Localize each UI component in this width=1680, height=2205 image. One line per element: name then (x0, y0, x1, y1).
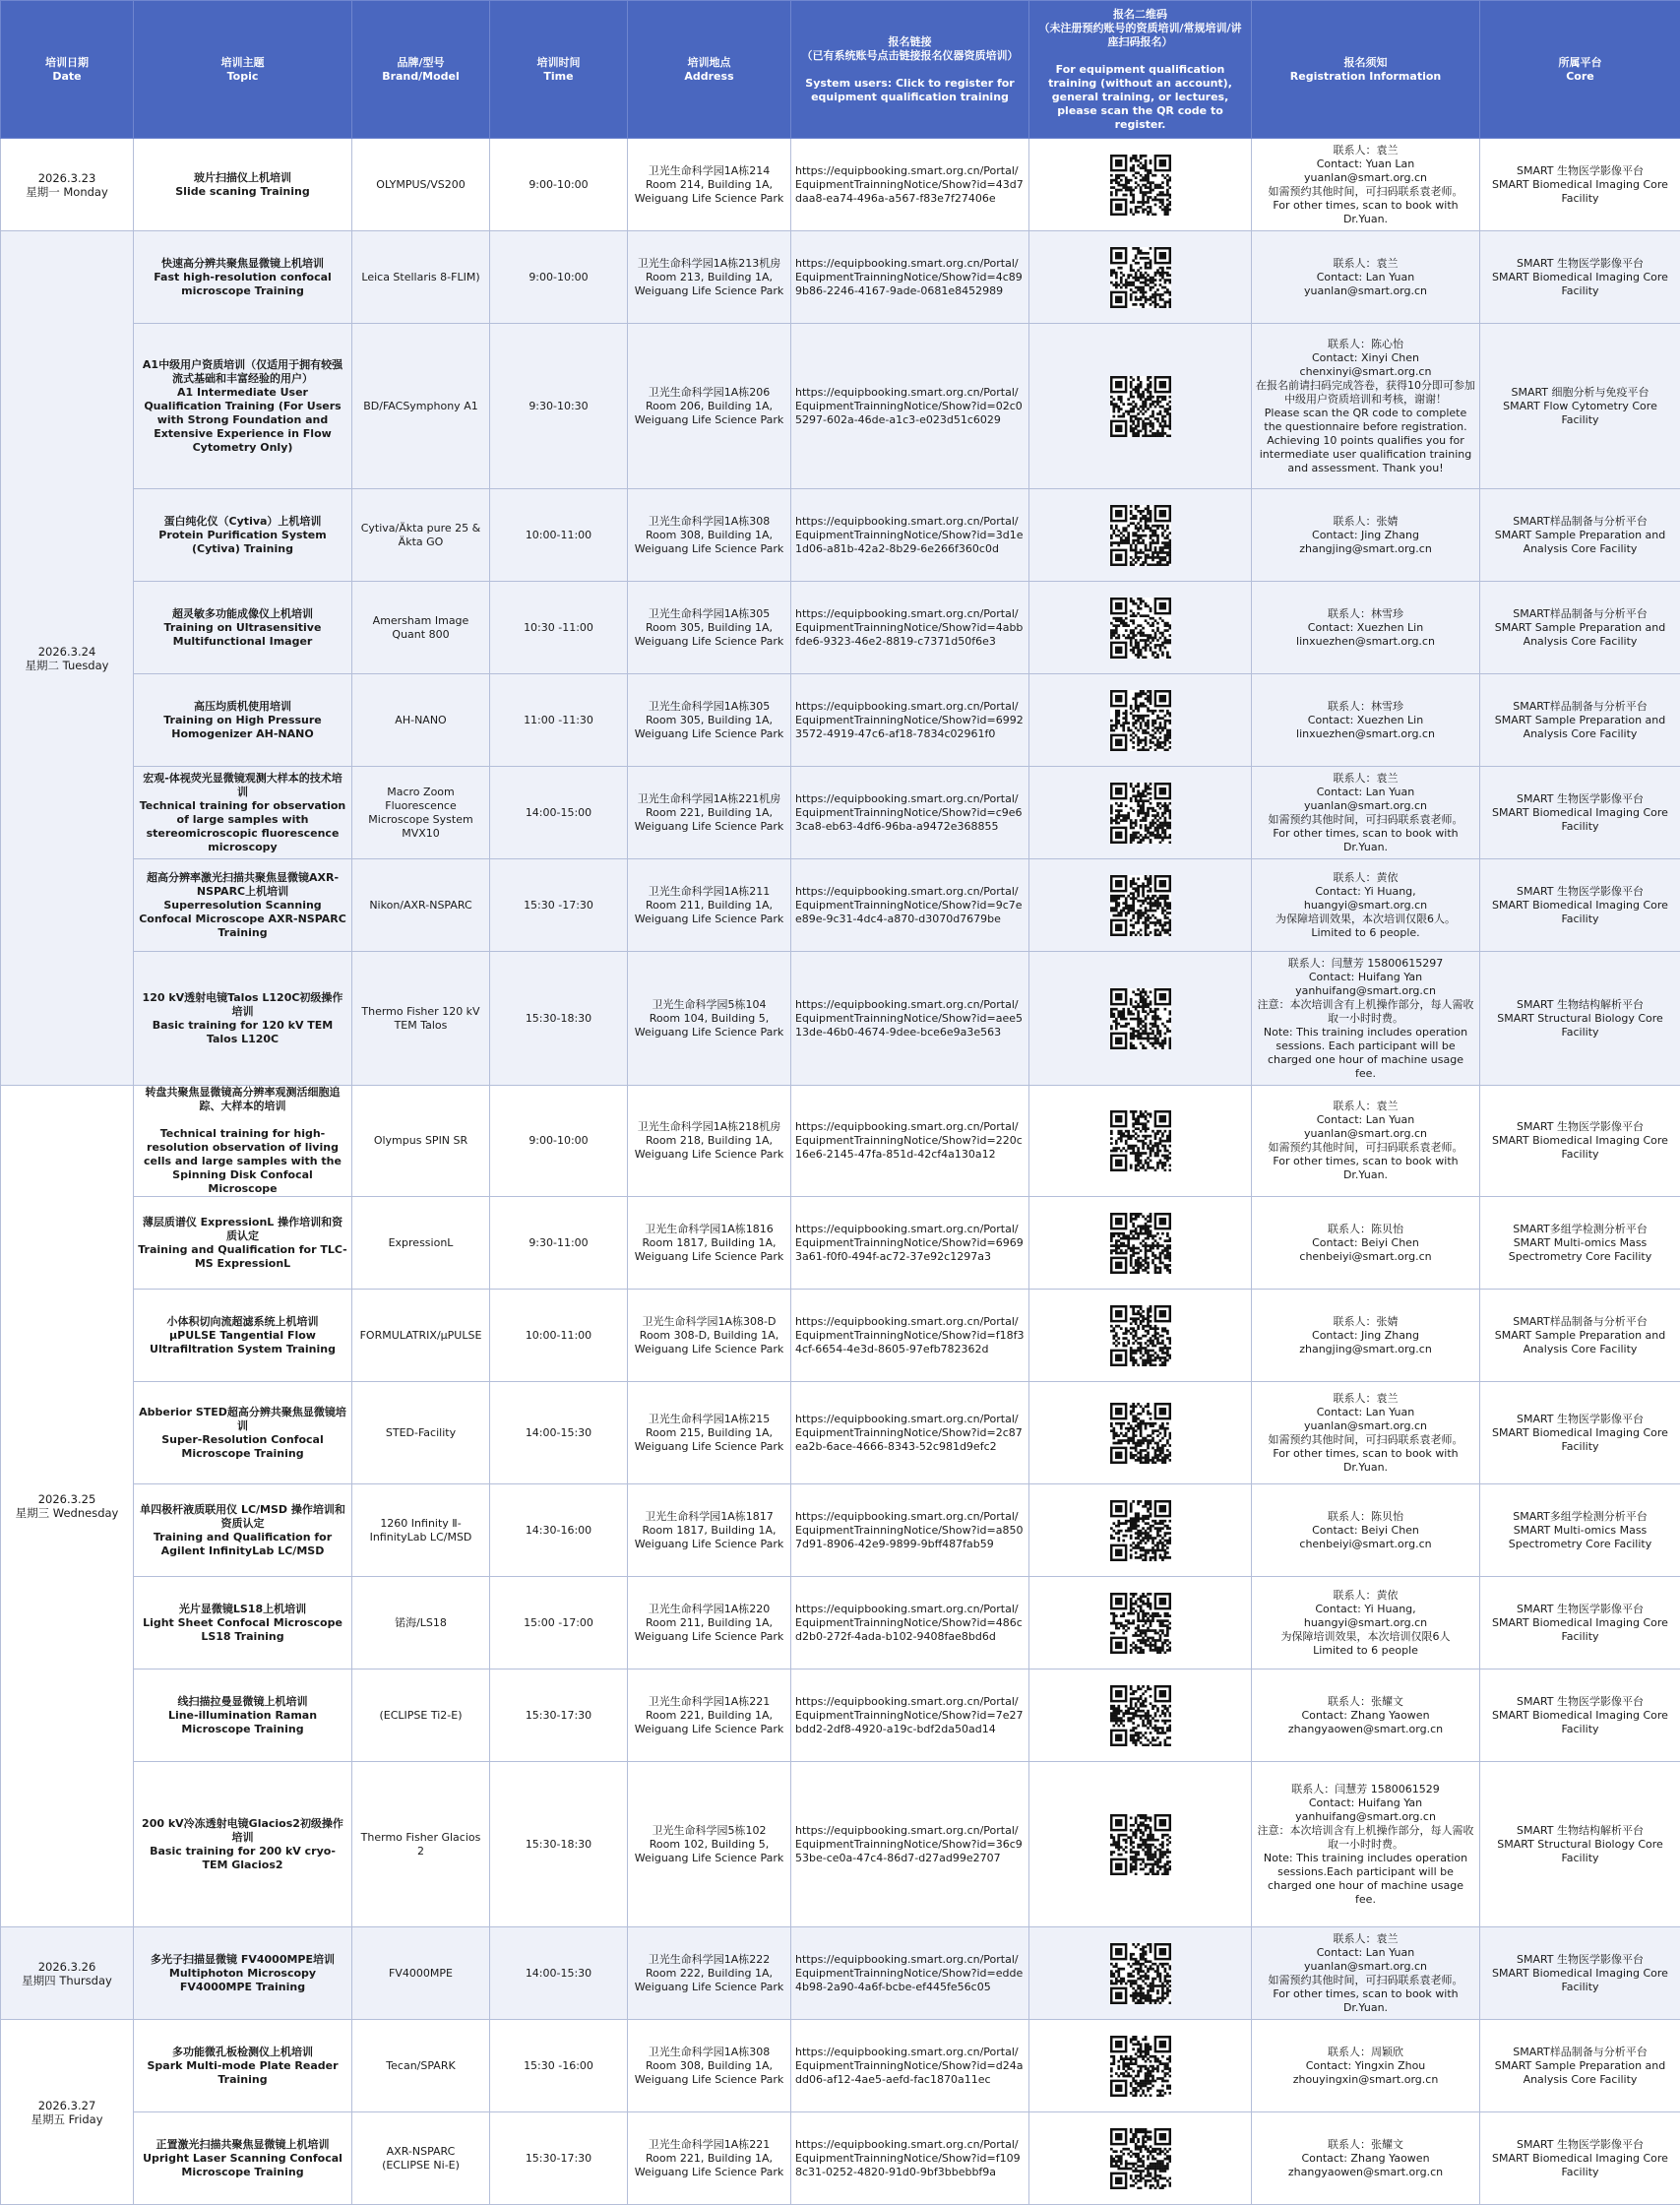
schedule-body (1, 139, 1680, 2205)
core-cell: SMART 生物医学影像平台 SMART Biomedical Imaging Core Facility (1480, 139, 1680, 231)
time-cell: 15:00 -17:00 (490, 1577, 628, 1670)
time-cell: 9:00-10:00 (490, 231, 628, 324)
qr-code-icon[interactable] (1110, 1593, 1171, 1654)
header-time: 培训时间 Time (490, 1, 628, 139)
registration-link[interactable]: https://equipbooking.smart.org.cn/Portal/EquipmentTrainningNotice/Show?id=69923572-4919-47c6-af18-7834c02961f0 (791, 674, 1029, 767)
brand-cell: AXR-NSPARC (ECLIPSE Ni-E) (352, 2112, 490, 2205)
registration-info-cell: 联系人：闫慧芳 15800615297 Contact: Huifang Yan yanhuifang@smart.org.cn 注意：本次培训含有上机操作部分，每人需收取一小时时费。 Note: This training includes operation sessions. Each participant will be charged one hour of machine usage fee. (1252, 952, 1480, 1086)
time-cell: 14:00-15:30 (490, 1382, 628, 1484)
registration-info-cell: 联系人：陈贝怡 Contact: Beiyi Chen chenbeiyi@smart.org.cn (1252, 1484, 1480, 1577)
time-cell: 14:00-15:30 (490, 1927, 628, 2020)
registration-link[interactable]: https://equipbooking.smart.org.cn/Portal/EquipmentTrainningNotice/Show?id=a8507d91-8906-42e9-9899-9bff487fab59 (791, 1484, 1029, 1577)
topic-cell: Abberior STED超高分辨共聚焦显微镜培训 Super-Resolution Confocal Microscope Training (134, 1382, 352, 1484)
qr-cell (1029, 1670, 1252, 1762)
topic-cell: 光片显微镜LS18上机培训 Light Sheet Confocal Microscope LS18 Training (134, 1577, 352, 1670)
table-row (1, 1577, 1680, 1670)
qr-cell (1029, 1484, 1252, 1577)
registration-link[interactable]: https://equipbooking.smart.org.cn/Portal/EquipmentTrainningNotice/Show?id=43d7daa8-ea74-496a-a567-f83e7f27406e (791, 139, 1029, 231)
brand-cell: AH-NANO (352, 674, 490, 767)
topic-cell: 多光子扫描显微镜 FV4000MPE培训 Multiphoton Microscopy FV4000MPE Training (134, 1927, 352, 2020)
topic-cell: 宏观-体视荧光显微镜观测大样本的技术培训 Technical training for observation of large samples with stereomicroscopic fluorescence microscopy (134, 767, 352, 859)
qr-cell (1029, 231, 1252, 324)
time-cell: 15:30-17:30 (490, 2112, 628, 2205)
time-cell: 9:00-10:00 (490, 1086, 628, 1197)
address-cell: 卫光生命科学园1A栋305 Room 305, Building 1A, Weiguang Life Science Park (628, 582, 791, 674)
address-cell: 卫光生命科学园1A栋206 Room 206, Building 1A, Weiguang Life Science Park (628, 324, 791, 489)
brand-cell: OLYMPUS/VS200 (352, 139, 490, 231)
header-address: 培训地点 Address (628, 1, 791, 139)
qr-cell (1029, 1577, 1252, 1670)
table-row (1, 2112, 1680, 2205)
brand-cell: Leica Stellaris 8-FLIM) (352, 231, 490, 324)
date-cell: 2026.3.25 星期三 Wednesday (1, 1086, 134, 1927)
qr-cell (1029, 1762, 1252, 1927)
address-cell: 卫光生命科学园1A栋1817 Room 1817, Building 1A, Weiguang Life Science Park (628, 1484, 791, 1577)
qr-code-icon[interactable] (1110, 988, 1171, 1049)
qr-cell (1029, 1382, 1252, 1484)
table-row (1, 324, 1680, 489)
qr-code-icon[interactable] (1110, 2128, 1171, 2189)
address-cell: 卫光生命科学园1A栋213机房 Room 213, Building 1A, Weiguang Life Science Park (628, 231, 791, 324)
registration-info-cell: 联系人：黄依 Contact: Yi Huang, huangyi@smart.org.cn 为保障培训效果，本次培训仅限6人 Limited to 6 people (1252, 1577, 1480, 1670)
table-row (1, 1382, 1680, 1484)
qr-code-icon[interactable] (1110, 875, 1171, 936)
table-row (1, 1197, 1680, 1290)
qr-cell (1029, 767, 1252, 859)
topic-cell: 转盘共聚焦显微镜高分辨率观测活细胞追踪、大样本的培训 Technical training for high-resolution observation of living cells and large samples with the Spinning Disk Confocal Microscope (134, 1086, 352, 1197)
core-cell: SMART 生物医学影像平台 SMART Biomedical Imaging Core Facility (1480, 1382, 1680, 1484)
registration-link[interactable]: https://equipbooking.smart.org.cn/Portal/EquipmentTrainningNotice/Show?id=edde4b98-2a90-4a6f-bcbe-ef445fe56c05 (791, 1927, 1029, 2020)
table-row (1, 582, 1680, 674)
qr-code-icon[interactable] (1110, 690, 1171, 751)
table-row (1, 1290, 1680, 1382)
table-row (1, 489, 1680, 582)
registration-link[interactable]: https://equipbooking.smart.org.cn/Portal/EquipmentTrainningNotice/Show?id=69693a61-f0f0-494f-ac72-37e92c1297a3 (791, 1197, 1029, 1290)
core-cell: SMART 生物医学影像平台 SMART Biomedical Imaging Core Facility (1480, 1927, 1680, 2020)
registration-link[interactable]: https://equipbooking.smart.org.cn/Portal/EquipmentTrainningNotice/Show?id=7e27bdd2-2df8-4920-a19c-bdf2da50ad14 (791, 1670, 1029, 1762)
topic-cell: 超灵敏多功能成像仪上机培训 Training on Ultrasensitive Multifunctional Imager (134, 582, 352, 674)
registration-info-cell: 联系人：袁兰 Contact: Lan Yuan yuanlan@smart.org.cn 如需预约其他时间，可扫码联系袁老师。 For other times, scan to book with Dr.Yuan. (1252, 767, 1480, 859)
header-row (1, 1, 1680, 139)
qr-code-icon[interactable] (1110, 1213, 1171, 1274)
time-cell: 9:00-10:00 (490, 139, 628, 231)
qr-code-icon[interactable] (1110, 1403, 1171, 1464)
registration-info-cell: 联系人：闫慧芳 1580061529 Contact: Huifang Yan yanhuifang@smart.org.cn 注意：本次培训含有上机操作部分，每人需收取一小时时费。 Note: This training includes operation sessions.Each participant will be charged one hour of machine usage fee. (1252, 1762, 1480, 1927)
core-cell: SMART 生物医学影像平台 SMART Biomedical Imaging Core Facility (1480, 1577, 1680, 1670)
topic-cell: 玻片扫描仪上机培训 Slide scaning Training (134, 139, 352, 231)
address-cell: 卫光生命科学园5栋104 Room 104, Building 5, Weiguang Life Science Park (628, 952, 791, 1086)
time-cell: 10:00-11:00 (490, 489, 628, 582)
core-cell: SMART 生物医学影像平台 SMART Biomedical Imaging Core Facility (1480, 767, 1680, 859)
registration-info-cell: 联系人：林雪珍 Contact: Xuezhen Lin linxuezhen@smart.org.cn (1252, 582, 1480, 674)
time-cell: 9:30-11:00 (490, 1197, 628, 1290)
table-row (1, 231, 1680, 324)
qr-cell (1029, 952, 1252, 1086)
address-cell: 卫光生命科学园1A栋214 Room 214, Building 1A, Weiguang Life Science Park (628, 139, 791, 231)
address-cell: 卫光生命科学园1A栋1816 Room 1817, Building 1A, Weiguang Life Science Park (628, 1197, 791, 1290)
header-qr: 报名二维码 （未注册预约账号的资质培训/常规培训/讲座扫码报名） For equipment qualification training (without an account), general training, or lectures, please scan the QR code to register. (1029, 1, 1252, 139)
qr-cell (1029, 324, 1252, 489)
qr-code-icon[interactable] (1110, 1110, 1171, 1171)
table-row (1, 767, 1680, 859)
core-cell: SMART 生物医学影像平台 SMART Biomedical Imaging Core Facility (1480, 1086, 1680, 1197)
brand-cell: Macro Zoom Fluorescence Microscope System MVX10 (352, 767, 490, 859)
registration-link[interactable]: https://equipbooking.smart.org.cn/Portal/EquipmentTrainningNotice/Show?id=9c7ee89e-9c31-4dc4-a870-d3070d7679be (791, 859, 1029, 952)
time-cell: 15:30-18:30 (490, 952, 628, 1086)
topic-cell: 高压均质机使用培训 Training on High Pressure Homogenizer AH-NANO (134, 674, 352, 767)
registration-info-cell: 联系人：张耀文 Contact: Zhang Yaowen zhangyaowen@smart.org.cn (1252, 1670, 1480, 1762)
qr-cell (1029, 1290, 1252, 1382)
registration-info-cell: 联系人：陈心怡 Contact: Xinyi Chen chenxinyi@smart.org.cn 在报名前请扫码完成答卷，获得10分即可参加中级用户资质培训和考核，谢谢！ Please scan the QR code to complete the questionnaire before registration. Achieving 10 points qualifies you for intermediate user qualification training and assessment. Thank you! (1252, 324, 1480, 489)
qr-cell (1029, 2112, 1252, 2205)
registration-info-cell: 联系人：张婧 Contact: Jing Zhang zhangjing@smart.org.cn (1252, 489, 1480, 582)
address-cell: 卫光生命科学园1A栋211 Room 211, Building 1A, Weiguang Life Science Park (628, 859, 791, 952)
registration-info-cell: 联系人：黄依 Contact: Yi Huang, huangyi@smart.org.cn 为保障培训效果，本次培训仅限6人。 Limited to 6 people. (1252, 859, 1480, 952)
brand-cell: Olympus SPIN SR (352, 1086, 490, 1197)
brand-cell: BD/FACSymphony A1 (352, 324, 490, 489)
core-cell: SMART多组学检测分析平台 SMART Multi-omics Mass Spectrometry Core Facility (1480, 1197, 1680, 1290)
qr-cell (1029, 859, 1252, 952)
qr-cell (1029, 674, 1252, 767)
registration-link[interactable]: https://equipbooking.smart.org.cn/Portal/EquipmentTrainningNotice/Show?id=4c899b86-2246-4167-9ade-0681e8452989 (791, 231, 1029, 324)
topic-cell: 多功能微孔板检测仪上机培训 Spark Multi-mode Plate Reader Training (134, 2020, 352, 2112)
address-cell: 卫光生命科学园1A栋215 Room 215, Building 1A, Weiguang Life Science Park (628, 1382, 791, 1484)
address-cell: 卫光生命科学园1A栋308 Room 308, Building 1A, Weiguang Life Science Park (628, 2020, 791, 2112)
header-topic: 培训主题 Topic (134, 1, 352, 139)
core-cell: SMART多组学检测分析平台 SMART Multi-omics Mass Spectrometry Core Facility (1480, 1484, 1680, 1577)
table-row (1, 2020, 1680, 2112)
address-cell: 卫光生命科学园1A栋305 Room 305, Building 1A, Weiguang Life Science Park (628, 674, 791, 767)
header-link: 报名链接 （已有系统账号点击链接报名仪器资质培训） System users: Click to register for equipment qualification training (791, 1, 1029, 139)
brand-cell: (ECLIPSE Ti2-E) (352, 1670, 490, 1762)
core-cell: SMART 生物医学影像平台 SMART Biomedical Imaging Core Facility (1480, 2112, 1680, 2205)
time-cell: 15:30-17:30 (490, 1670, 628, 1762)
topic-cell: 超高分辨率激光扫描共聚焦显微镜AXR-NSPARC上机培训 Superresolution Scanning Confocal Microscope AXR-NSPARC Training (134, 859, 352, 952)
date-cell: 2026.3.24 星期二 Tuesday (1, 231, 134, 1086)
registration-link[interactable]: https://equipbooking.smart.org.cn/Portal/EquipmentTrainningNotice/Show?id=f1098c31-0252-4820-91d0-9bf3bbebbf9a (791, 2112, 1029, 2205)
table-row (1, 1086, 1680, 1197)
registration-link[interactable]: https://equipbooking.smart.org.cn/Portal/EquipmentTrainningNotice/Show?id=220c16e6-2145-47fa-851d-42cf4a130a12 (791, 1086, 1029, 1197)
topic-cell: 120 kV透射电镜Talos L120C初级操作培训 Basic training for 120 kV TEM Talos L120C (134, 952, 352, 1086)
address-cell: 卫光生命科学园5栋102 Room 102, Building 5, Weiguang Life Science Park (628, 1762, 791, 1927)
table-row (1, 1927, 1680, 2020)
time-cell: 14:30-16:00 (490, 1484, 628, 1577)
topic-cell: 薄层质谱仪 ExpressionL 操作培训和资质认定 Training and Qualification for TLC-MS ExpressionL (134, 1197, 352, 1290)
topic-cell: 线扫描拉曼显微镜上机培训 Line-illumination Raman Microscope Training (134, 1670, 352, 1762)
table-row (1, 674, 1680, 767)
qr-code-icon[interactable] (1110, 505, 1171, 566)
registration-info-cell: 联系人：袁兰 Contact: Lan Yuan yuanlan@smart.org.cn (1252, 231, 1480, 324)
table-row (1, 952, 1680, 1086)
topic-cell: 蛋白纯化仪（Cytiva）上机培训 Protein Purification System (Cytiva) Training (134, 489, 352, 582)
date-cell: 2026.3.23 星期一 Monday (1, 139, 134, 231)
core-cell: SMART样品制备与分析平台 SMART Sample Preparation and Analysis Core Facility (1480, 674, 1680, 767)
registration-info-cell: 联系人：林雪珍 Contact: Xuezhen Lin linxuezhen@smart.org.cn (1252, 674, 1480, 767)
brand-cell: 锘海/LS18 (352, 1577, 490, 1670)
qr-code-icon[interactable] (1110, 247, 1171, 308)
qr-code-icon[interactable] (1110, 1814, 1171, 1875)
registration-link[interactable]: https://equipbooking.smart.org.cn/Portal/EquipmentTrainningNotice/Show?id=2c87ea2b-6ace-4666-8343-52c981d9efc2 (791, 1382, 1029, 1484)
core-cell: SMART样品制备与分析平台 SMART Sample Preparation and Analysis Core Facility (1480, 582, 1680, 674)
qr-code-icon[interactable] (1110, 1943, 1171, 2004)
qr-code-icon[interactable] (1110, 1685, 1171, 1746)
address-cell: 卫光生命科学园1A栋308-D Room 308-D, Building 1A, Weiguang Life Science Park (628, 1290, 791, 1382)
time-cell: 14:00-15:00 (490, 767, 628, 859)
core-cell: SMART 生物医学影像平台 SMART Biomedical Imaging Core Facility (1480, 231, 1680, 324)
address-cell: 卫光生命科学园1A栋218机房 Room 218, Building 1A, Weiguang Life Science Park (628, 1086, 791, 1197)
brand-cell: Tecan/SPARK (352, 2020, 490, 2112)
registration-info-cell: 联系人：袁兰 Contact: Lan Yuan yuanlan@smart.org.cn 如需预约其他时间，可扫码联系袁老师。 For other times, scan to book with Dr.Yuan. (1252, 1086, 1480, 1197)
core-cell: SMART样品制备与分析平台 SMART Sample Preparation and Analysis Core Facility (1480, 1290, 1680, 1382)
address-cell: 卫光生命科学园1A栋221 Room 221, Building 1A, Weiguang Life Science Park (628, 2112, 791, 2205)
qr-code-icon[interactable] (1110, 598, 1171, 659)
address-cell: 卫光生命科学园1A栋308 Room 308, Building 1A, Weiguang Life Science Park (628, 489, 791, 582)
registration-info-cell: 联系人：袁兰 Contact: Lan Yuan yuanlan@smart.org.cn 如需预约其他时间，可扫码联系袁老师。 For other times, scan to book with Dr.Yuan. (1252, 1927, 1480, 2020)
brand-cell: Amersham Image Quant 800 (352, 582, 490, 674)
qr-cell (1029, 1086, 1252, 1197)
registration-link[interactable]: https://equipbooking.smart.org.cn/Portal/EquipmentTrainningNotice/Show?id=4abbfde6-9323-46e2-8819-c7371d50f6e3 (791, 582, 1029, 674)
qr-code-icon[interactable] (1110, 783, 1171, 844)
date-cell: 2026.3.27 星期五 Friday (1, 2020, 134, 2205)
time-cell: 9:30-10:30 (490, 324, 628, 489)
registration-info-cell: 联系人：袁兰 Contact: Lan Yuan yuanlan@smart.org.cn 如需预约其他时间，可扫码联系袁老师。 For other times, scan to book with Dr.Yuan. (1252, 1382, 1480, 1484)
core-cell: SMART 细胞分析与免疫平台 SMART Flow Cytometry Core Facility (1480, 324, 1680, 489)
core-cell: SMART 生物医学影像平台 SMART Biomedical Imaging Core Facility (1480, 1670, 1680, 1762)
registration-link[interactable]: https://equipbooking.smart.org.cn/Portal/EquipmentTrainningNotice/Show?id=3d1e1d06-a81b-42a2-8b29-6e266f360c0d (791, 489, 1029, 582)
registration-info-cell: 联系人：周颖欣 Contact: Yingxin Zhou zhouyingxin@smart.org.cn (1252, 2020, 1480, 2112)
core-cell: SMART 生物结构解析平台 SMART Structural Biology Core Facility (1480, 1762, 1680, 1927)
core-cell: SMART样品制备与分析平台 SMART Sample Preparation and Analysis Core Facility (1480, 489, 1680, 582)
time-cell: 15:30 -17:30 (490, 859, 628, 952)
brand-cell: Thermo Fisher 120 kV TEM Talos (352, 952, 490, 1086)
qr-cell (1029, 582, 1252, 674)
core-cell: SMART 生物医学影像平台 SMART Biomedical Imaging Core Facility (1480, 859, 1680, 952)
brand-cell: ExpressionL (352, 1197, 490, 1290)
brand-cell: FORMULATRIX/μPULSE (352, 1290, 490, 1382)
topic-cell: 单四极杆液质联用仪 LC/MSD 操作培训和资质认定 Training and Qualification for Agilent InfinityLab LC/MSD (134, 1484, 352, 1577)
time-cell: 10:30 -11:00 (490, 582, 628, 674)
core-cell: SMART 生物结构解析平台 SMART Structural Biology Core Facility (1480, 952, 1680, 1086)
topic-cell: 200 kV冷冻透射电镜Glacios2初级操作培训 Basic training for 200 kV cryo-TEM Glacios2 (134, 1762, 352, 1927)
registration-info-cell: 联系人：陈贝怡 Contact: Beiyi Chen chenbeiyi@smart.org.cn (1252, 1197, 1480, 1290)
table-row (1, 859, 1680, 952)
topic-cell: A1中级用户资质培训（仅适用于拥有较强流式基础和丰富经验的用户） A1 Intermediate User Qualification Training (For Users with Strong Foundation and Extensive Experience in Flow Cytometry Only) (134, 324, 352, 489)
time-cell: 10:00-11:00 (490, 1290, 628, 1382)
address-cell: 卫光生命科学园1A栋221 Room 221, Building 1A, Weiguang Life Science Park (628, 1670, 791, 1762)
qr-cell (1029, 1197, 1252, 1290)
brand-cell: Cytiva/Äkta pure 25 & Äkta GO (352, 489, 490, 582)
qr-code-icon[interactable] (1110, 376, 1171, 437)
registration-link[interactable]: https://equipbooking.smart.org.cn/Portal/EquipmentTrainningNotice/Show?id=02c05297-602a-46de-a1c3-e023d51c6029 (791, 324, 1029, 489)
address-cell: 卫光生命科学园1A栋221机房 Room 221, Building 1A, Weiguang Life Science Park (628, 767, 791, 859)
table-row (1, 139, 1680, 231)
qr-cell (1029, 2020, 1252, 2112)
brand-cell: STED-Facility (352, 1382, 490, 1484)
qr-cell (1029, 1927, 1252, 2020)
topic-cell: 快速高分辨共聚焦显微镜上机培训 Fast high-resolution confocal microscope Training (134, 231, 352, 324)
header-core: 所属平台 Core (1480, 1, 1680, 139)
qr-code-icon[interactable] (1110, 1305, 1171, 1366)
core-cell: SMART样品制备与分析平台 SMART Sample Preparation and Analysis Core Facility (1480, 2020, 1680, 2112)
topic-cell: 正置激光扫描共聚焦显微镜上机培训 Upright Laser Scanning Confocal Microscope Training (134, 2112, 352, 2205)
brand-cell: Thermo Fisher Glacios 2 (352, 1762, 490, 1927)
address-cell: 卫光生命科学园1A栋220 Room 211, Building 1A, Weiguang Life Science Park (628, 1577, 791, 1670)
registration-link[interactable]: https://equipbooking.smart.org.cn/Portal/EquipmentTrainningNotice/Show?id=36c953be-ce0a-47c4-86d7-d27ad99e2707 (791, 1762, 1029, 1927)
qr-code-icon[interactable] (1110, 155, 1171, 216)
registration-info-cell: 联系人：张耀文 Contact: Zhang Yaowen zhangyaowen@smart.org.cn (1252, 2112, 1480, 2205)
brand-cell: Nikon/AXR-NSPARC (352, 859, 490, 952)
registration-link[interactable]: https://equipbooking.smart.org.cn/Portal/EquipmentTrainningNotice/Show?id=d24add06-af12-4ae5-aefd-fac1870a11ec (791, 2020, 1029, 2112)
registration-link[interactable]: https://equipbooking.smart.org.cn/Portal/EquipmentTrainningNotice/Show?id=c9e63ca8-eb63-4df6-96ba-a9472e368855 (791, 767, 1029, 859)
qr-code-icon[interactable] (1110, 1500, 1171, 1561)
header-brand: 品牌/型号 Brand/Model (352, 1, 490, 139)
registration-link[interactable]: https://equipbooking.smart.org.cn/Portal/EquipmentTrainningNotice/Show?id=f18f34cf-6654-4e3d-8605-97efb782362d (791, 1290, 1029, 1382)
registration-info-cell: 联系人：袁兰 Contact: Yuan Lan yuanlan@smart.org.cn 如需预约其他时间，可扫码联系袁老师。 For other times, scan to book with Dr.Yuan. (1252, 139, 1480, 231)
qr-code-icon[interactable] (1110, 2036, 1171, 2097)
time-cell: 15:30-18:30 (490, 1762, 628, 1927)
time-cell: 11:00 -11:30 (490, 674, 628, 767)
header-date: 培训日期 Date (1, 1, 134, 139)
topic-cell: 小体积切向流超滤系统上机培训 μPULSE Tangential Flow Ultrafiltration System Training (134, 1290, 352, 1382)
address-cell: 卫光生命科学园1A栋222 Room 222, Building 1A, Weiguang Life Science Park (628, 1927, 791, 2020)
table-row (1, 1670, 1680, 1762)
table-row (1, 1484, 1680, 1577)
registration-link[interactable]: https://equipbooking.smart.org.cn/Portal/EquipmentTrainningNotice/Show?id=486cd2b0-272f-4ada-b102-9408fae8bd6d (791, 1577, 1029, 1670)
date-cell: 2026.3.26 星期四 Thursday (1, 1927, 134, 2020)
qr-cell (1029, 139, 1252, 231)
table-row (1, 1762, 1680, 1927)
registration-link[interactable]: https://equipbooking.smart.org.cn/Portal/EquipmentTrainningNotice/Show?id=aee513de-46b0-4674-9dee-bce6e9a3e563 (791, 952, 1029, 1086)
qr-cell (1029, 489, 1252, 582)
header-info: 报名须知 Registration Information (1252, 1, 1480, 139)
brand-cell: 1260 Infinity Ⅱ-InfinityLab LC/MSD (352, 1484, 490, 1577)
time-cell: 15:30 -16:00 (490, 2020, 628, 2112)
registration-info-cell: 联系人：张婧 Contact: Jing Zhang zhangjing@smart.org.cn (1252, 1290, 1480, 1382)
brand-cell: FV4000MPE (352, 1927, 490, 2020)
